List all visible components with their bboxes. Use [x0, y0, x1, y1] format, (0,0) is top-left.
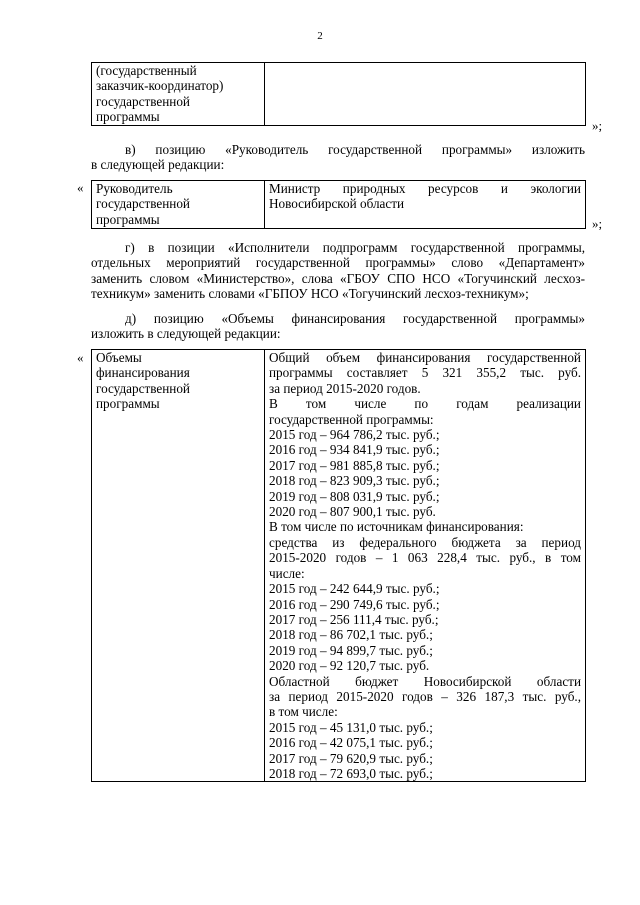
- paragraph-d: [91, 311, 585, 342]
- paragraph-line: г) в позиции «Исполнители подпрограмм государственной программы,: [125, 240, 585, 255]
- funding-line: 2019 год – 808 031,9 тыс. руб.;: [269, 488, 440, 504]
- paragraph-g: [91, 240, 585, 302]
- cell-line: программы: [96, 396, 160, 412]
- funding-line: 2016 год – 42 075,1 тыс. руб.;: [269, 735, 433, 751]
- funding-line: числе:: [269, 565, 305, 581]
- table-row: [92, 181, 586, 229]
- funding-line: 2016 год – 934 841,9 тыс. руб.;: [269, 442, 440, 458]
- funding-line: за период 2015-2020 годов.: [269, 380, 421, 396]
- funding-line: средства из федерального бюджета за период: [269, 534, 581, 550]
- funding-line: В том числе по источникам финансирования:: [269, 519, 524, 535]
- cell-line: заказчик-координатор): [96, 78, 224, 94]
- paragraph-line: техникум» заменить словами «ГБПОУ НСО «Тогучинский лесхоз-техникум»;: [91, 286, 529, 302]
- funding-line: за период 2015-2020 годов – 326 187,3 тыс. руб.,: [269, 688, 581, 704]
- table-row: [92, 350, 586, 782]
- table-cell-funding-text: [265, 350, 586, 782]
- cell-line: Объемы: [96, 350, 142, 365]
- cell-line: Руководитель: [96, 181, 173, 196]
- paragraph-v: [91, 142, 585, 173]
- paragraph-line: отдельных мероприятий государственной программы» слово «Департамент»: [91, 255, 585, 271]
- cell-line: государственной: [96, 93, 190, 109]
- page-number: 2: [317, 30, 323, 42]
- paragraph-line: д) позицию «Объемы финансирования государственной программы»: [125, 311, 585, 326]
- funding-line: 2015 год – 964 786,2 тыс. руб.;: [269, 427, 440, 443]
- funding-line: 2017 год – 256 111,4 тыс. руб.;: [269, 611, 439, 627]
- paragraph-line: заменить словом «Министерство», слова «ГБОУ СПО НСО «Тогучинский лесхоз-: [91, 270, 585, 286]
- cell-line: Новосибирской области: [269, 196, 405, 212]
- funding-line: 2017 год – 981 885,8 тыс. руб.;: [269, 457, 440, 473]
- paragraph-line: в) позицию «Руководитель государственной программы» изложить: [125, 142, 585, 157]
- cell-line: (государственный: [96, 63, 197, 78]
- funding-line: 2015 год – 242 644,9 тыс. руб.;: [269, 581, 440, 597]
- table-funding-volumes: [91, 349, 586, 782]
- funding-line: 2017 год – 79 620,9 тыс. руб.;: [269, 750, 433, 766]
- cell-line: государственной: [96, 380, 190, 396]
- funding-line: Областной бюджет Новосибирской области: [269, 673, 581, 689]
- funding-line: 2020 год – 807 900,1 тыс. руб.: [269, 504, 436, 520]
- closing-quote: »;: [592, 118, 603, 133]
- funding-line: 2018 год – 72 693,0 тыс. руб.;: [269, 765, 433, 781]
- cell-line: государственной: [96, 196, 190, 212]
- cell-line: Министр природных ресурсов и экологии: [269, 181, 581, 196]
- table-cell-label: [92, 181, 265, 229]
- funding-line: программы составляет 5 321 355,2 тыс. руб.: [269, 365, 581, 381]
- funding-line: В том числе по годам реализации: [269, 396, 581, 412]
- funding-line: 2019 год – 94 899,7 тыс. руб.;: [269, 642, 433, 658]
- cell-line: программы: [96, 211, 160, 227]
- table-cell-value: [265, 63, 586, 126]
- opening-quote: «: [77, 180, 84, 195]
- table-row: [92, 63, 586, 126]
- cell-line: программы: [96, 109, 160, 125]
- table-cell-value: [265, 181, 586, 229]
- funding-line: государственной программы:: [269, 411, 434, 427]
- closing-quote: »;: [592, 216, 603, 231]
- paragraph-line: изложить в следующей редакции:: [91, 326, 281, 342]
- paragraph-line: в следующей редакции:: [91, 157, 225, 173]
- cell-line: финансирования: [96, 365, 190, 381]
- funding-line: 2016 год – 290 749,6 тыс. руб.;: [269, 596, 440, 612]
- funding-line: Общий объем финансирования государственной: [269, 350, 581, 365]
- funding-line: в том числе:: [269, 704, 338, 720]
- opening-quote: «: [77, 350, 84, 365]
- funding-line: 2018 год – 86 702,1 тыс. руб.;: [269, 627, 433, 643]
- funding-line: 2015-2020 годов – 1 063 228,4 тыс. руб., в том: [269, 550, 581, 566]
- table-programme-head: [91, 180, 586, 229]
- table-customer-coordinator: [91, 62, 586, 126]
- funding-line: 2018 год – 823 909,3 тыс. руб.;: [269, 473, 440, 489]
- table-cell-label: [92, 63, 265, 126]
- funding-line: 2020 год – 92 120,7 тыс. руб.: [269, 658, 430, 674]
- funding-line: 2015 год – 45 131,0 тыс. руб.;: [269, 719, 433, 735]
- table-cell-label: [92, 350, 265, 782]
